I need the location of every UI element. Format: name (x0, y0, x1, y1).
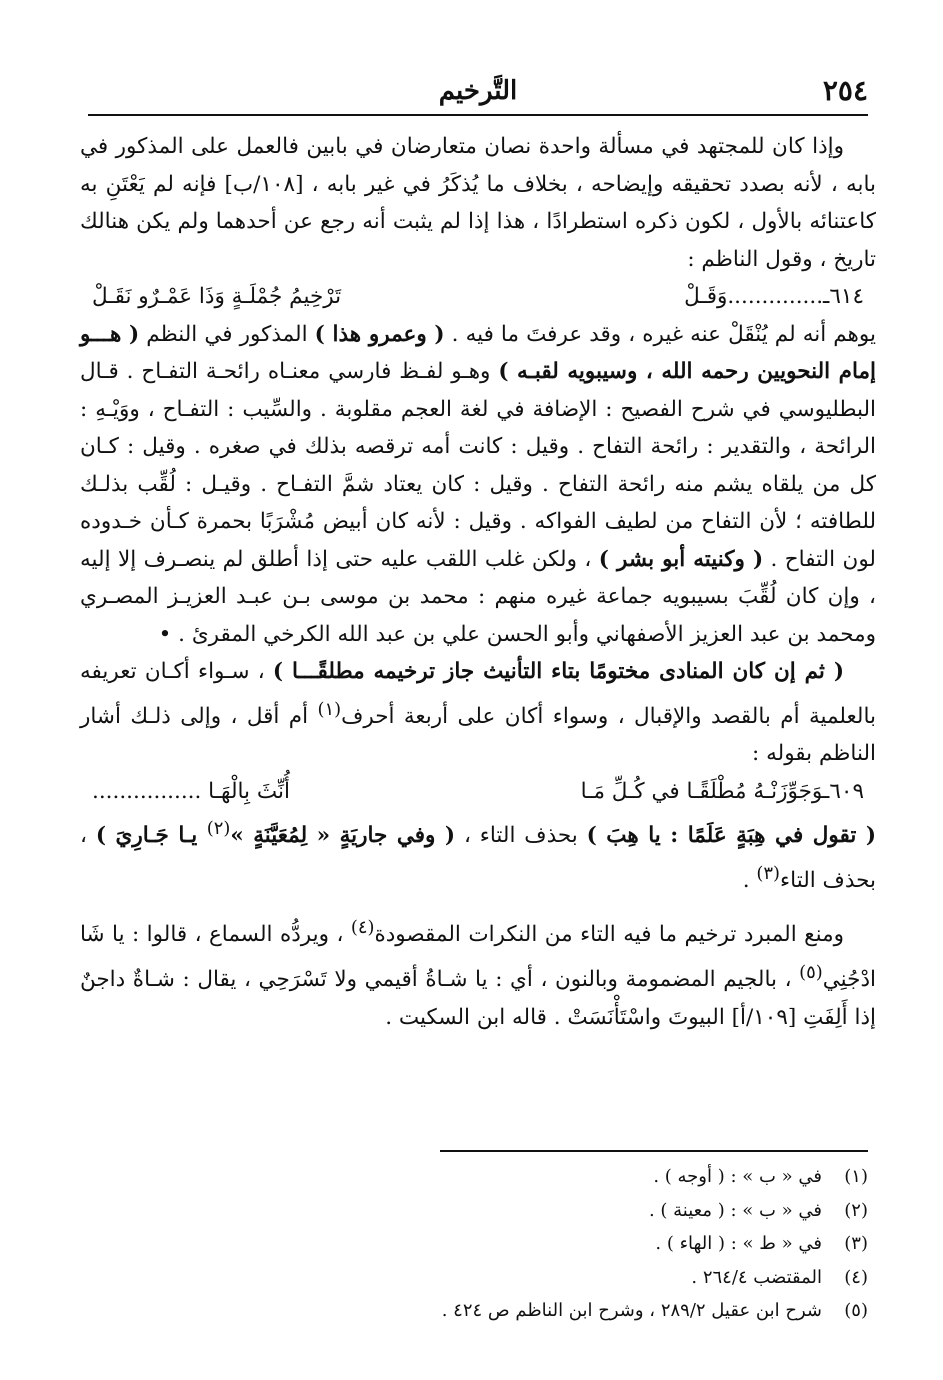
page-header (88, 70, 868, 112)
spacer (80, 899, 876, 909)
footnote-1 (80, 1160, 868, 1194)
footnote-4 (80, 1261, 868, 1295)
matn-quote: ( ثم إن كان المنادى مختومًا بتاء التأنيث جاز ترخيمه مطلقًـــا ) (272, 659, 844, 684)
footnote-number: (٤) (844, 1266, 868, 1288)
footnote-5 (80, 1294, 868, 1328)
paragraph-3: ( ثم إن كان المنادى مختومًا بتاء التأنيث جاز ترخيمه مطلقًـــا ) ، سـواء أكـان تعريفه بالعلمية أم بالقصد والإقبال ، وسواء أكان على أربعة أحرف$^{(١)}$ أم أقل ، وإلى ذلـك أشار الناظم بقوله : (80, 659, 876, 767)
footnote-ref: (٣) (756, 862, 781, 884)
paragraph-1: وإذا كان للمجتهد في مسألة واحدة نصان متعارضان في بابين فالعمل على المذكور في بابه ، لأنه بصدد تحقيقه وإيضاحه ، بخلاف ما يُذكَرُ في غير بابه ، [١٠٨/ب] فإنه لم يَعْتَنِ به كاعتنائه بالأول ، لكون ذكره استطرادًا ، هذا إذا لم يثبت أنه رجع عن أحدهما ولم يكن هنالك تاريخ ، وقول الناظم : (80, 134, 876, 272)
footnote-number: (٥) (844, 1300, 868, 1321)
matn-quote: يـا جَـارِيَ ) (95, 823, 207, 849)
verse-614-first: ٦١٤ـ..............وَقَـلْ (684, 284, 864, 309)
footnote-2 (80, 1194, 868, 1228)
matn-quote: ( هـــو إمام النحويين رحمه الله ، وسيبويه لقبـه ) (80, 321, 876, 384)
footnote-3 (80, 1227, 868, 1261)
paragraph-5: ومنع المبرد ترخيم ما فيه التاء من النكرات المقصودة$^{(٤)}$ ، ويردُّه السماع ، قالوا : يا شَا ادْجُنِي$^{(٥)}$ ، بالجيم المضمومة وبالنون ، أي : يا شـاةُ أقيمي ولا تَسْرَحِي ، يقال : شـاةٌ داجنٌ إذا أَلِفَتِ [١٠٩/أ] البيوتَ واسْتَأْنَسَتْ . قاله ابن السكيت . (80, 917, 876, 1030)
footnote-ref: (٢) (206, 818, 231, 840)
verse-614-number: ٦١٤ـ (823, 284, 864, 309)
paragraph-2: يوهم أنه لم يُنْقَلْ عنه غيره ، وقد عرفتَ ما فيه . ( وعمرو هذا ) المذكور في النظم ( هـــو إمام النحويين رحمه الله ، وسيبويه لقبـه ) وهـو لفـظ فارسي معنـاه رائحـة التفـاح . قـال البطليوسي في شرح الفصيح : الإضافة في لغة العجم مقلوبة . والسِّيب : التفـاح ، ووَيْـهِ : الرائحة ، والتقدير : رائحة التفاح . وقيل : كانت أمه ترقصه بذلك في صغره . وقيل : كـان كل من يلقاه يشم منه رائحة التفاح . وقيل : كان يعتاد شمَّ التفـاح . وقيـل : لُقِّب بذلـك للطافته ؛ لأن التفاح من لطيف الفواكه . وقيل : لأنه كان أبيض مُشْرَبًا بحمرة كـأن خـدوده لون التفاح . ( وكنيته أبو بشر ) ، ولكن غلب اللقب عليه حتى إذا أطلق لم ينصـرف إلا إليه ، وإن كان لُقِّبَ بسيبويه جماعة غيره منهم : محمد بن موسى بـن عبـد العزيـز المصـري ومحمد بن عبد العزيز الأصفهاني وأبو الحسن علي بن عبد الله الكرخي المقرئ . • (80, 321, 876, 647)
verse-614-second: تَرْخِيمُ جُمْلَـةٍ وَذَا عَمْـرٌو نَقَـلْ (92, 284, 342, 309)
verse-609-first: ٦٠٩ـوَجَوِّزَنْـهُ مُطْلَقًـا في كُـلِّ مَـا (580, 778, 864, 804)
footnote-text: المقتضب ٢٦٤/٤ . (691, 1266, 822, 1288)
footnote-rule (440, 1150, 868, 1152)
verse-609-number: ٦٠٩ـ (823, 778, 864, 804)
footnote-number: (٣) (844, 1233, 868, 1254)
paragraph-4: ( تقول في هِبَةٍ عَلَمًا : يا هِبَ ) بحذف التاء ، ( وفي جاريَةٍ « لِمُعَيَّنَةٍ »$^{(٢)}$ يـا جَـارِيَ ) ، بحذف التاء$^{(٣)}$ . (80, 818, 877, 893)
footnote-text: شرح ابن عقيل ٢٨٩/٢ ، وشرح ابن الناظم ص ٤٢٤ . (441, 1300, 822, 1321)
header-rule (88, 114, 868, 116)
verse-609 (80, 773, 876, 811)
running-title: التَّرخيم (438, 76, 518, 106)
footnote-text: في « ط » : ( الهاء ) . (655, 1233, 822, 1254)
footnote-text: في « ب » : ( أوجه ) . (653, 1166, 822, 1187)
footnote-ref: (٤) (350, 917, 375, 939)
footnote-text: في « ب » : ( معينة ) . (648, 1199, 822, 1221)
matn-quote: ( وفي جاريَةٍ « لِمُعَيَّنَةٍ » (230, 823, 456, 849)
footnote-number: (١) (844, 1166, 868, 1187)
footnotes (80, 1160, 868, 1328)
verse-609-second: أُنِّثَ بِالْهَـا ................ (92, 778, 290, 804)
matn-quote: ( تقول في هِبَةٍ عَلَمًا : يا هِبَ ) (586, 823, 877, 849)
footnote-number: (٢) (844, 1199, 868, 1221)
matn-quote: ( وعمرو هذا ) (314, 321, 445, 347)
matn-quote: ( وكنيته أبو بشر ) (598, 546, 764, 572)
page-number: ٢٥٤ (822, 74, 868, 107)
main-text (80, 128, 876, 1036)
footnote-ref: (٥) (799, 962, 823, 984)
footnote-ref: (١) (317, 698, 342, 720)
verse-614 (80, 278, 876, 316)
